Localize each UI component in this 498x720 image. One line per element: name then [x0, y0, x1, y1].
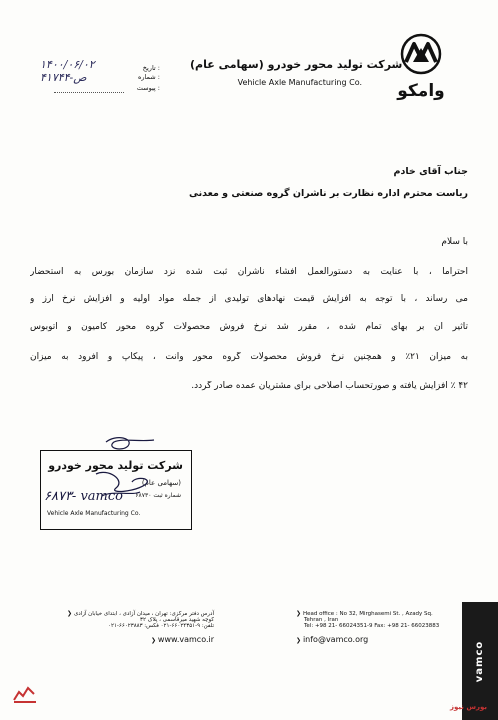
body-line: احتراماً ، با عنایت به دستورالعمل افشاء ناشران ثبت شده نزد سازمان بورس به استحضار — [30, 267, 468, 277]
logo-wordmark: وامکو — [397, 81, 445, 101]
stamp-company-en: Vehicle Axle Manufacturing Co. — [47, 510, 141, 517]
footer-address-fa: آدرس دفتر مرکزی: تهران ، میدان آزادی ، ابتدای خیابان آزادی ❮ — [67, 610, 214, 617]
footer-en — [296, 610, 456, 644]
attachment-line — [54, 92, 124, 93]
footer-city-en: Tehran , Iran — [304, 617, 339, 623]
body-line: می رساند ، با توجه به افزایش قیمت نهادهای تولیدی از جمله مواد اولیه و افزایش نرخ ارز و — [30, 294, 468, 304]
date-label: تاریخ : — [142, 64, 160, 72]
body-line: ۴۲ ٪ افزایش یافته و صورتحساب اصلاحی برای مشتریان عمده صادر گردد. — [191, 381, 468, 391]
number-label: شماره : — [138, 73, 160, 81]
bullet-icon: ❯ — [296, 610, 303, 617]
company-name-fa: شرکت تولید محور خودرو (سهامی عام) — [190, 58, 403, 71]
stamp-company: شرکت تولید محور خودرو — [48, 459, 183, 472]
recipient-title: ریاست محترم اداره نظارت بر ناشران گروه صنعتی و معدنی — [188, 188, 468, 199]
footer-web: www.vamco.ir ❮ — [150, 635, 214, 644]
footer-alley-fa: کوچه شهید میرقاسمی ، پلاک ۳۲ — [140, 617, 214, 623]
watermark-logo-icon — [12, 682, 38, 704]
watermark-text: بورس نیوز — [450, 703, 488, 711]
footer-phone-fa: تلفن: ۹-۶۶۰۲۴۳۵۱-۰۲۱ فکس: ۶۶۰۲۳۸۸۳-۰۲۱ — [108, 623, 214, 629]
bullet-icon: ❮ — [150, 637, 158, 644]
signature-icon — [36, 430, 176, 530]
number-value: ص-۴۱۷۴۴ — [40, 71, 87, 84]
bullet-icon: ❯ — [296, 637, 303, 644]
company-name-en: Vehicle Axle Manufacturing Co. — [237, 78, 362, 87]
greeting: با سلام — [441, 237, 468, 247]
body-line: تاثیر آن بر بهای تمام شده ، مقرر شد نرخ فروش محصولات گروه محور کامیون و اتوبوس — [30, 322, 468, 332]
date-value: ۱۴۰۰/۰۶/۰۲ — [40, 58, 95, 71]
stamp-registration: شماره ثبت ۶۸۷۳۰ — [135, 492, 181, 499]
footer-phone-en: Tel: +98 21- 66024351-9 Fax: +98 21- 66023883 — [304, 623, 440, 629]
side-brand-text: vamco — [474, 640, 486, 682]
body-line: به میزان ۲۱٪ و همچنین نرخ فروش محصولات گروه محور وانت ، پیکاپ و آفرود به میزان — [30, 352, 468, 362]
recipient-name: جناب آقای خادم — [393, 166, 468, 177]
attachment-label: پیوست : — [136, 84, 160, 92]
footer-address-en: ❯ Head office : No 32, Mirghasemi St. , Azady Sq. — [296, 610, 433, 617]
footer-fa — [62, 610, 214, 644]
stamp-type: (سهامی عام) — [141, 479, 181, 487]
stamp-handwriting: ۶۸۷۳- vamco — [44, 489, 123, 504]
bullet-icon: ❮ — [67, 610, 74, 617]
footer-email: ❯ info@vamco.org — [296, 635, 369, 644]
